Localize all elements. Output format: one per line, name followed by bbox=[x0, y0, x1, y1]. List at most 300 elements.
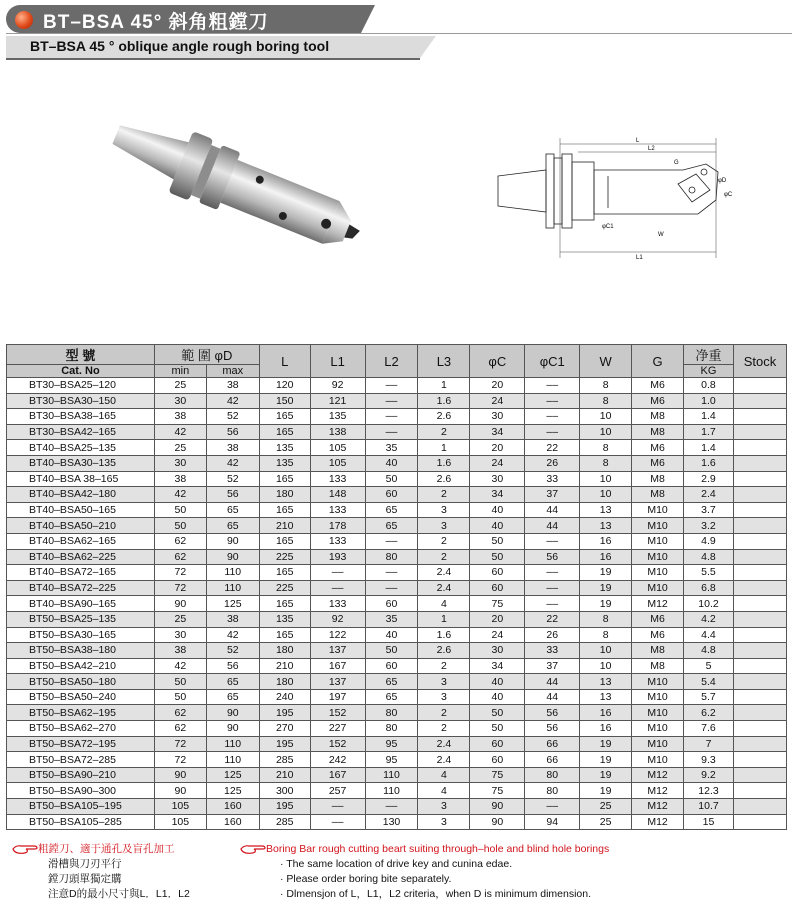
table-cell: 72 bbox=[154, 752, 206, 768]
table-cell: 7 bbox=[684, 736, 734, 752]
table-cell: 56 bbox=[206, 658, 259, 674]
table-cell: 3 bbox=[418, 502, 470, 518]
table-cell: 3 bbox=[418, 518, 470, 534]
table-cell: 138 bbox=[310, 424, 365, 440]
table-cell: 105 bbox=[310, 455, 365, 471]
table-cell: 56 bbox=[525, 721, 580, 737]
table-cell: 42 bbox=[206, 627, 259, 643]
table-cell: 38 bbox=[206, 611, 259, 627]
table-cell: 110 bbox=[206, 752, 259, 768]
table-cell: 210 bbox=[259, 767, 310, 783]
table-cell: M10 bbox=[632, 721, 684, 737]
table-cell: 80 bbox=[525, 767, 580, 783]
table-cell: 105 bbox=[154, 814, 206, 830]
table-cell: 133 bbox=[310, 596, 365, 612]
table-cell: 5.5 bbox=[684, 565, 734, 581]
table-cell: 6.8 bbox=[684, 580, 734, 596]
table-cell: M12 bbox=[632, 814, 684, 830]
table-cell: 90 bbox=[154, 783, 206, 799]
table-cell: 195 bbox=[259, 705, 310, 721]
table-cell: 20 bbox=[470, 611, 525, 627]
cell-stock bbox=[733, 565, 786, 581]
table-cell: 0.8 bbox=[684, 378, 734, 394]
table-cell: 12.3 bbox=[684, 783, 734, 799]
table-cell: 60 bbox=[365, 487, 418, 503]
table-row bbox=[7, 487, 787, 503]
cell-stock bbox=[733, 549, 786, 565]
pointing-hand-icon bbox=[12, 843, 38, 855]
cell-cat-no: BT40–BSA50–210 bbox=[7, 518, 155, 534]
table-cell: 4 bbox=[418, 783, 470, 799]
table-cell: 2.6 bbox=[418, 643, 470, 659]
table-cell: M12 bbox=[632, 767, 684, 783]
table-cell: M10 bbox=[632, 705, 684, 721]
table-cell: 193 bbox=[310, 549, 365, 565]
table-cell: M10 bbox=[632, 689, 684, 705]
cell-cat-no: BT50–BSA50–240 bbox=[7, 689, 155, 705]
cell-cat-no: BT40–BSA62–165 bbox=[7, 533, 155, 549]
table-cell: 165 bbox=[259, 627, 310, 643]
col-header-model-en: Cat. No bbox=[7, 365, 155, 378]
table-cell: 10.7 bbox=[684, 799, 734, 815]
table-cell: 40 bbox=[365, 627, 418, 643]
table-cell: 195 bbox=[259, 736, 310, 752]
table-cell: 8 bbox=[580, 378, 632, 394]
table-cell: 37 bbox=[525, 658, 580, 674]
table-cell: 2.4 bbox=[418, 580, 470, 596]
cell-cat-no: BT50–BSA62–195 bbox=[7, 705, 155, 721]
technical-drawing bbox=[478, 128, 733, 278]
cell-stock bbox=[733, 471, 786, 487]
table-cell: 44 bbox=[525, 674, 580, 690]
table-cell: 42 bbox=[206, 393, 259, 409]
table-cell: 75 bbox=[470, 767, 525, 783]
table-cell: 105 bbox=[310, 440, 365, 456]
cell-stock bbox=[733, 674, 786, 690]
table-cell: 150 bbox=[259, 393, 310, 409]
table-cell: –– bbox=[365, 393, 418, 409]
cell-stock bbox=[733, 455, 786, 471]
table-cell: 65 bbox=[206, 502, 259, 518]
table-row bbox=[7, 783, 787, 799]
table-cell: 2.6 bbox=[418, 409, 470, 425]
table-cell: 8 bbox=[580, 440, 632, 456]
cell-stock bbox=[733, 424, 786, 440]
table-row bbox=[7, 752, 787, 768]
table-row bbox=[7, 596, 787, 612]
note-cn-4: 注意D的最小尺寸與L．L1．L2 bbox=[48, 888, 190, 900]
table-cell: 35 bbox=[365, 611, 418, 627]
table-cell: 1 bbox=[418, 611, 470, 627]
table-cell: 165 bbox=[259, 565, 310, 581]
table-cell: 60 bbox=[365, 658, 418, 674]
table-cell: 242 bbox=[310, 752, 365, 768]
table-cell: 44 bbox=[525, 689, 580, 705]
table-cell: 52 bbox=[206, 409, 259, 425]
table-cell: 2 bbox=[418, 658, 470, 674]
title-bar bbox=[6, 5, 361, 33]
table-cell: 2 bbox=[418, 487, 470, 503]
table-cell: 62 bbox=[154, 705, 206, 721]
table-cell: 2.6 bbox=[418, 471, 470, 487]
table-cell: 92 bbox=[310, 611, 365, 627]
table-cell: 10 bbox=[580, 409, 632, 425]
table-row bbox=[7, 721, 787, 737]
dim-label-l1: L1 bbox=[636, 255, 643, 261]
table-cell: M6 bbox=[632, 455, 684, 471]
table-cell: 24 bbox=[470, 455, 525, 471]
table-cell: 72 bbox=[154, 736, 206, 752]
col-header-l: L bbox=[259, 345, 310, 378]
table-cell: 13 bbox=[580, 674, 632, 690]
page-title: BT–BSA 45° 斜角粗鏜刀 bbox=[43, 12, 269, 33]
table-cell: 135 bbox=[259, 455, 310, 471]
cell-cat-no: BT30–BSA30–150 bbox=[7, 393, 155, 409]
table-cell: 19 bbox=[580, 767, 632, 783]
table-cell: 10 bbox=[580, 471, 632, 487]
table-cell: –– bbox=[525, 378, 580, 394]
table-cell: –– bbox=[525, 565, 580, 581]
table-row bbox=[7, 767, 787, 783]
table-cell: 120 bbox=[259, 378, 310, 394]
table-cell: 3 bbox=[418, 674, 470, 690]
table-cell: 56 bbox=[525, 705, 580, 721]
table-cell: 9.3 bbox=[684, 752, 734, 768]
table-cell: M8 bbox=[632, 424, 684, 440]
table-cell: 72 bbox=[154, 565, 206, 581]
table-cell: 133 bbox=[310, 471, 365, 487]
table-cell: 1 bbox=[418, 378, 470, 394]
cell-stock bbox=[733, 752, 786, 768]
cell-stock bbox=[733, 767, 786, 783]
table-cell: 42 bbox=[154, 658, 206, 674]
table-cell: 65 bbox=[206, 674, 259, 690]
table-cell: 2 bbox=[418, 424, 470, 440]
table-cell: 30 bbox=[154, 393, 206, 409]
table-row bbox=[7, 674, 787, 690]
table-cell: 10 bbox=[580, 658, 632, 674]
table-cell: 2.4 bbox=[418, 736, 470, 752]
table-cell: 38 bbox=[206, 378, 259, 394]
table-cell: M12 bbox=[632, 783, 684, 799]
table-cell: 125 bbox=[206, 783, 259, 799]
cell-stock bbox=[733, 627, 786, 643]
table-cell: 90 bbox=[206, 549, 259, 565]
table-cell: 50 bbox=[154, 674, 206, 690]
table-cell: 15 bbox=[684, 814, 734, 830]
table-cell: 80 bbox=[365, 721, 418, 737]
table-cell: M6 bbox=[632, 393, 684, 409]
table-cell: M12 bbox=[632, 596, 684, 612]
table-cell: 133 bbox=[310, 533, 365, 549]
table-row bbox=[7, 643, 787, 659]
table-cell: 135 bbox=[259, 611, 310, 627]
cell-cat-no: BT30–BSA25–120 bbox=[7, 378, 155, 394]
table-cell: 148 bbox=[310, 487, 365, 503]
table-cell: 10 bbox=[580, 487, 632, 503]
table-row bbox=[7, 627, 787, 643]
cell-cat-no: BT50–BSA62–270 bbox=[7, 721, 155, 737]
table-cell: –– bbox=[365, 799, 418, 815]
table-cell: 2 bbox=[418, 721, 470, 737]
table-cell: –– bbox=[525, 799, 580, 815]
table-cell: 65 bbox=[206, 518, 259, 534]
col-header-max: max bbox=[206, 365, 259, 378]
note-en-1: Boring Bar rough cutting beart suiting through–hole and blind hole borings bbox=[266, 843, 610, 855]
table-cell: 38 bbox=[154, 409, 206, 425]
table-cell: 16 bbox=[580, 533, 632, 549]
table-cell: 165 bbox=[259, 409, 310, 425]
table-cell: 2.4 bbox=[418, 752, 470, 768]
table-cell: 10.2 bbox=[684, 596, 734, 612]
table-cell: 5.7 bbox=[684, 689, 734, 705]
notes-cn bbox=[12, 842, 190, 902]
dim-label-g: G bbox=[674, 160, 679, 166]
table-cell: 8 bbox=[580, 611, 632, 627]
table-cell: 75 bbox=[470, 596, 525, 612]
divider bbox=[6, 33, 792, 34]
table-cell: 4 bbox=[418, 767, 470, 783]
cell-cat-no: BT50–BSA30–165 bbox=[7, 627, 155, 643]
table-cell: 37 bbox=[525, 487, 580, 503]
table-cell: 19 bbox=[580, 752, 632, 768]
cell-cat-no: BT50–BSA105–195 bbox=[7, 799, 155, 815]
table-cell: 3.2 bbox=[684, 518, 734, 534]
cell-stock bbox=[733, 502, 786, 518]
table-cell: 6.2 bbox=[684, 705, 734, 721]
table-cell: 2.4 bbox=[684, 487, 734, 503]
note-cn-3: 鏜刀頭單獨定購 bbox=[48, 873, 122, 885]
table-cell: 160 bbox=[206, 814, 259, 830]
table-row bbox=[7, 611, 787, 627]
table-cell: 3 bbox=[418, 689, 470, 705]
table-row bbox=[7, 393, 787, 409]
table-cell: 33 bbox=[525, 471, 580, 487]
table-cell: 110 bbox=[206, 736, 259, 752]
cell-stock bbox=[733, 378, 786, 394]
table-cell: –– bbox=[525, 580, 580, 596]
table-cell: M10 bbox=[632, 518, 684, 534]
table-cell: 19 bbox=[580, 565, 632, 581]
table-row bbox=[7, 455, 787, 471]
table-cell: 65 bbox=[365, 689, 418, 705]
table-cell: 60 bbox=[365, 596, 418, 612]
table-cell: 52 bbox=[206, 643, 259, 659]
cell-stock bbox=[733, 518, 786, 534]
table-cell: –– bbox=[365, 580, 418, 596]
table-cell: 285 bbox=[259, 752, 310, 768]
table-cell: M8 bbox=[632, 409, 684, 425]
table-cell: 167 bbox=[310, 767, 365, 783]
col-header-w: W bbox=[580, 345, 632, 378]
table-cell: 165 bbox=[259, 533, 310, 549]
table-cell: 65 bbox=[365, 518, 418, 534]
table-cell: 50 bbox=[470, 549, 525, 565]
table-cell: 16 bbox=[580, 721, 632, 737]
table-cell: 40 bbox=[470, 518, 525, 534]
table-cell: –– bbox=[365, 378, 418, 394]
table-cell: 110 bbox=[365, 783, 418, 799]
cell-cat-no: BT40–BSA90–165 bbox=[7, 596, 155, 612]
table-cell: 62 bbox=[154, 533, 206, 549]
col-header-l1: L1 bbox=[310, 345, 365, 378]
table-row bbox=[7, 705, 787, 721]
table-cell: 225 bbox=[259, 580, 310, 596]
col-header-c1: φC1 bbox=[525, 345, 580, 378]
table-cell: M8 bbox=[632, 658, 684, 674]
cell-stock bbox=[733, 643, 786, 659]
table-cell: 60 bbox=[470, 752, 525, 768]
dim-label-d: φD bbox=[718, 178, 727, 184]
cell-cat-no: BT40–BSA42–180 bbox=[7, 487, 155, 503]
table-cell: 26 bbox=[525, 455, 580, 471]
table-cell: 20 bbox=[470, 440, 525, 456]
table-cell: 90 bbox=[206, 705, 259, 721]
table-row bbox=[7, 736, 787, 752]
table-cell: 13 bbox=[580, 502, 632, 518]
table-cell: M10 bbox=[632, 533, 684, 549]
table-cell: 165 bbox=[259, 596, 310, 612]
col-header-min: min bbox=[154, 365, 206, 378]
cell-cat-no: BT50–BSA25–135 bbox=[7, 611, 155, 627]
table-cell: 62 bbox=[154, 549, 206, 565]
table-cell: 50 bbox=[154, 689, 206, 705]
spec-table-body bbox=[7, 378, 787, 830]
table-cell: 16 bbox=[580, 705, 632, 721]
table-cell: 65 bbox=[365, 502, 418, 518]
table-cell: 34 bbox=[470, 424, 525, 440]
cell-stock bbox=[733, 487, 786, 503]
table-cell: 95 bbox=[365, 736, 418, 752]
table-cell: 50 bbox=[470, 705, 525, 721]
table-cell: 197 bbox=[310, 689, 365, 705]
table-cell: M6 bbox=[632, 611, 684, 627]
table-cell: 10 bbox=[580, 424, 632, 440]
table-cell: 38 bbox=[154, 471, 206, 487]
cell-cat-no: BT30–BSA42–165 bbox=[7, 424, 155, 440]
table-cell: M10 bbox=[632, 580, 684, 596]
table-cell: 30 bbox=[470, 471, 525, 487]
table-cell: M6 bbox=[632, 627, 684, 643]
table-cell: 34 bbox=[470, 487, 525, 503]
table-cell: 35 bbox=[365, 440, 418, 456]
table-cell: 152 bbox=[310, 705, 365, 721]
table-cell: M12 bbox=[632, 799, 684, 815]
table-cell: 33 bbox=[525, 643, 580, 659]
cell-cat-no: BT50–BSA90–210 bbox=[7, 767, 155, 783]
table-cell: 16 bbox=[580, 549, 632, 565]
table-cell: 19 bbox=[580, 596, 632, 612]
cell-stock bbox=[733, 393, 786, 409]
table-cell: 30 bbox=[154, 455, 206, 471]
table-cell: 2.4 bbox=[418, 565, 470, 581]
table-cell: 2.9 bbox=[684, 471, 734, 487]
table-cell: 50 bbox=[470, 533, 525, 549]
table-cell: –– bbox=[365, 409, 418, 425]
table-cell: 90 bbox=[470, 814, 525, 830]
col-header-g: G bbox=[632, 345, 684, 378]
cell-cat-no: BT50–BSA50–180 bbox=[7, 674, 155, 690]
col-header-l2: L2 bbox=[365, 345, 418, 378]
table-cell: 9.2 bbox=[684, 767, 734, 783]
note-cn-2: 滑槽與刀刃平行 bbox=[48, 858, 122, 870]
table-cell: 90 bbox=[206, 533, 259, 549]
table-cell: 4.4 bbox=[684, 627, 734, 643]
table-cell: 167 bbox=[310, 658, 365, 674]
cell-stock bbox=[733, 736, 786, 752]
table-cell: 56 bbox=[206, 424, 259, 440]
table-cell: 20 bbox=[470, 378, 525, 394]
table-cell: –– bbox=[310, 799, 365, 815]
table-cell: 80 bbox=[525, 783, 580, 799]
table-cell: –– bbox=[310, 565, 365, 581]
table-cell: 13 bbox=[580, 689, 632, 705]
table-cell: –– bbox=[525, 424, 580, 440]
cell-stock bbox=[733, 721, 786, 737]
cell-stock bbox=[733, 533, 786, 549]
table-cell: 42 bbox=[154, 487, 206, 503]
table-cell: 195 bbox=[259, 799, 310, 815]
table-cell: 50 bbox=[365, 643, 418, 659]
table-row bbox=[7, 424, 787, 440]
table-row bbox=[7, 580, 787, 596]
table-cell: 90 bbox=[470, 799, 525, 815]
table-cell: 75 bbox=[470, 783, 525, 799]
table-cell: 65 bbox=[365, 674, 418, 690]
table-cell: 80 bbox=[365, 549, 418, 565]
table-cell: 3 bbox=[418, 799, 470, 815]
table-row bbox=[7, 409, 787, 425]
table-cell: 210 bbox=[259, 518, 310, 534]
table-cell: M8 bbox=[632, 471, 684, 487]
table-cell: 60 bbox=[470, 565, 525, 581]
col-header-model: 型 號 bbox=[7, 345, 155, 365]
pointing-hand-icon bbox=[240, 843, 266, 855]
table-cell: 50 bbox=[154, 502, 206, 518]
dim-label-l: L bbox=[636, 138, 640, 144]
table-cell: 121 bbox=[310, 393, 365, 409]
spec-table bbox=[6, 344, 787, 830]
table-cell: 56 bbox=[525, 549, 580, 565]
cell-stock bbox=[733, 611, 786, 627]
table-cell: 90 bbox=[154, 767, 206, 783]
cell-cat-no: BT50–BSA72–285 bbox=[7, 752, 155, 768]
cell-stock bbox=[733, 783, 786, 799]
table-cell: M10 bbox=[632, 565, 684, 581]
table-cell: 110 bbox=[365, 767, 418, 783]
table-cell: 56 bbox=[206, 487, 259, 503]
note-en-3: · Please order boring bite separately. bbox=[280, 873, 452, 885]
table-cell: 270 bbox=[259, 721, 310, 737]
table-row bbox=[7, 658, 787, 674]
table-cell: 24 bbox=[470, 627, 525, 643]
page-subtitle: BT–BSA 45 ° oblique angle rough boring tool bbox=[30, 38, 330, 54]
cell-stock bbox=[733, 580, 786, 596]
table-cell: 52 bbox=[206, 471, 259, 487]
table-cell: 22 bbox=[525, 440, 580, 456]
table-cell: 80 bbox=[365, 705, 418, 721]
table-cell: 225 bbox=[259, 549, 310, 565]
cell-cat-no: BT40–BSA72–225 bbox=[7, 580, 155, 596]
table-row bbox=[7, 533, 787, 549]
cell-cat-no: BT40–BSA 38–165 bbox=[7, 471, 155, 487]
col-header-stock: Stock bbox=[733, 345, 786, 378]
table-cell: 8 bbox=[580, 627, 632, 643]
cell-cat-no: BT50–BSA72–195 bbox=[7, 736, 155, 752]
table-cell: 24 bbox=[470, 393, 525, 409]
table-cell: 8 bbox=[580, 393, 632, 409]
cell-cat-no: BT30–BSA38–165 bbox=[7, 409, 155, 425]
